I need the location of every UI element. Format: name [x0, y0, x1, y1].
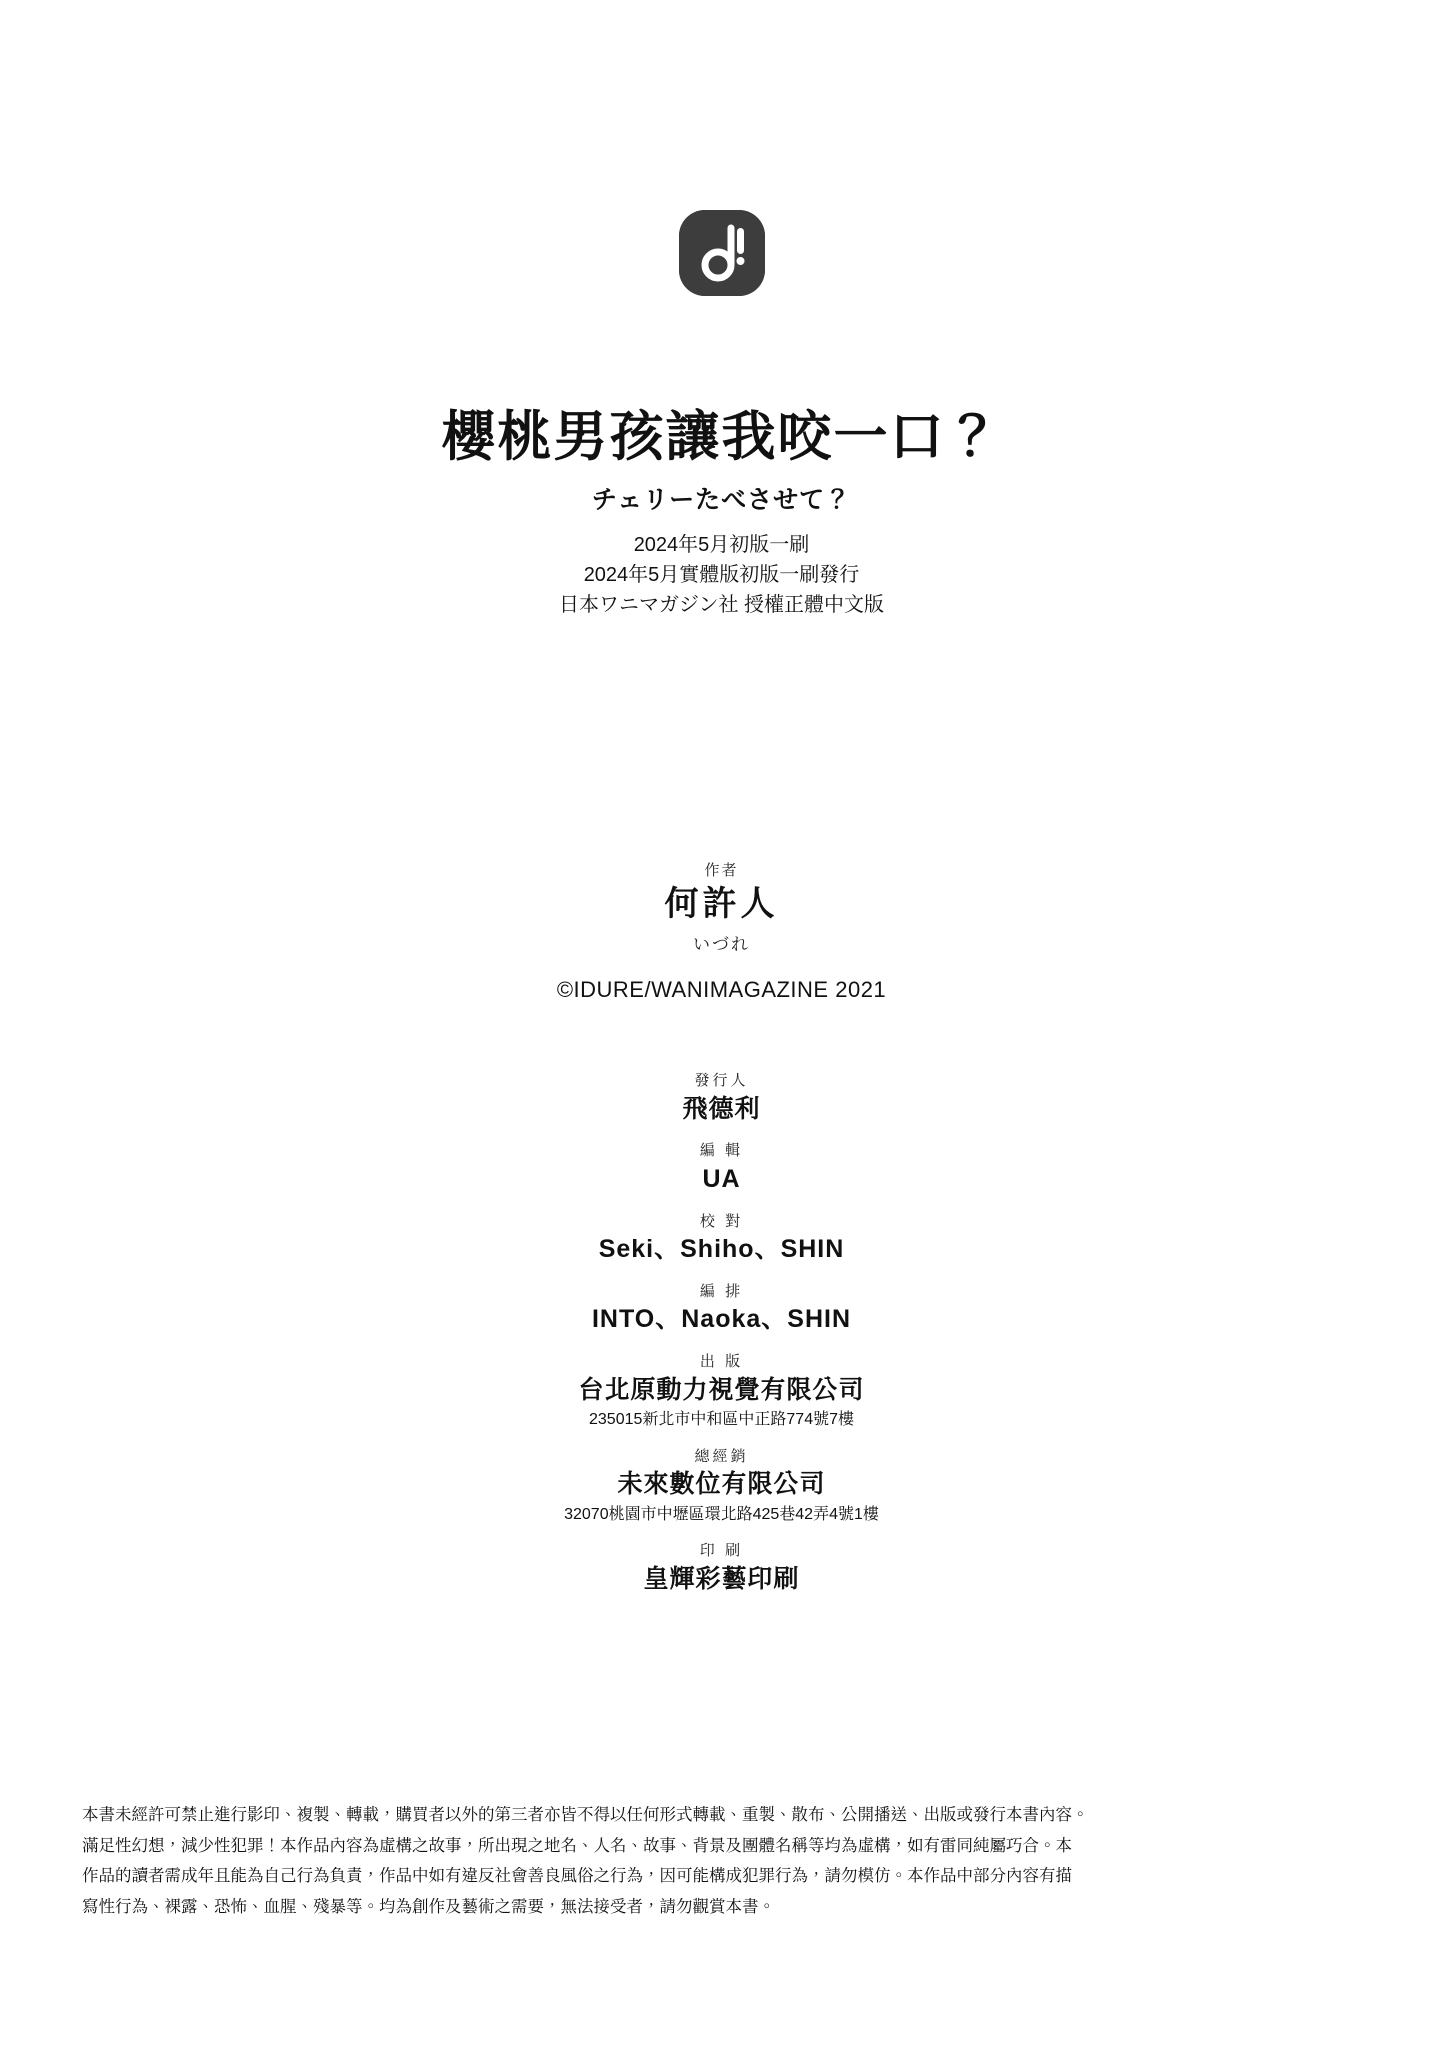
credit-value: Seki、Shiho、SHIN	[598, 1235, 845, 1263]
author-kana: いづれ	[693, 934, 750, 954]
credit-label: 出 版	[699, 1353, 744, 1370]
publication-info	[0, 530, 1443, 620]
publication-line: 2024年5月實體版初版一刷發行	[583, 563, 860, 586]
credit-item	[0, 1540, 1443, 1596]
credit-item	[0, 1351, 1443, 1432]
credit-value: 皇輝彩藝印刷	[643, 1564, 800, 1593]
credit-label: 印 刷	[699, 1542, 744, 1560]
author-label: 作者	[704, 862, 739, 879]
credit-address: 235015新北市中和區中正路774號7樓	[589, 1411, 854, 1429]
credit-value: INTO、Naoka、SHIN	[591, 1305, 852, 1334]
credit-label: 總經銷	[694, 1447, 749, 1465]
credit-label: 編 輯	[699, 1142, 744, 1160]
credit-value: 台北原動力視覺有限公司	[578, 1375, 865, 1404]
credit-value: UA	[702, 1164, 741, 1193]
wanimagazine-d-logo-icon	[679, 210, 765, 296]
credit-item	[0, 1281, 1443, 1337]
title-block	[0, 405, 1443, 620]
credit-address: 32070桃園市中壢區環北路425巷42弄4號1樓	[564, 1505, 879, 1523]
credit-item	[0, 1211, 1443, 1267]
author-name: 何許人	[664, 885, 779, 923]
page-subtitle: チェリーたべさせて？	[591, 485, 852, 514]
disclaimer-line: 作品的讀者需成年且能為自己行為負責，作品中如有違反社會善良風俗之行為，因可能構成犯罪行為，請勿模仿。本作品中部分內容有描	[82, 1867, 1072, 1886]
author-block	[0, 860, 1443, 1003]
disclaimer-line: 寫性行為、裸露、恐怖、血腥、殘暴等。均為創作及藝術之需要，無法接受者，請勿觀賞本書。	[82, 1897, 775, 1916]
credit-value: 未來數位有限公司	[617, 1470, 826, 1499]
legal-disclaimer	[82, 1800, 1361, 1922]
publication-line: 2024年5月初版一刷	[633, 533, 810, 556]
publication-line: 日本ワニマガジン社 授權正體中文版	[558, 593, 885, 616]
credit-label: 校 對	[699, 1212, 744, 1230]
credit-item	[0, 1446, 1443, 1527]
credit-value: 飛德利	[682, 1094, 761, 1123]
credit-item	[0, 1140, 1443, 1196]
page-title: 櫻桃男孩讓我咬一口？	[441, 407, 1002, 467]
credits-list	[0, 1070, 1443, 1611]
credit-item	[0, 1070, 1443, 1126]
credit-label: 編 排	[699, 1282, 744, 1300]
copyright-notice: ©IDURE/WANIMAGAZINE 2021	[556, 976, 887, 1002]
disclaimer-line: 滿足性幻想，減少性犯罪！本作品內容為虛構之故事，所出現之地名、人名、故事、背景及團體名稱等均為虛構，如有雷同純屬巧合。本	[82, 1836, 1072, 1855]
credit-label: 發行人	[694, 1072, 749, 1089]
publisher-logo-container	[0, 210, 1443, 296]
disclaimer-line: 本書未經許可禁止進行影印、複製、轉載，購買者以外的第三者亦皆不得以任何形式轉載、重製、散布、公開播送、出版或發行本書內容。	[82, 1806, 1089, 1824]
